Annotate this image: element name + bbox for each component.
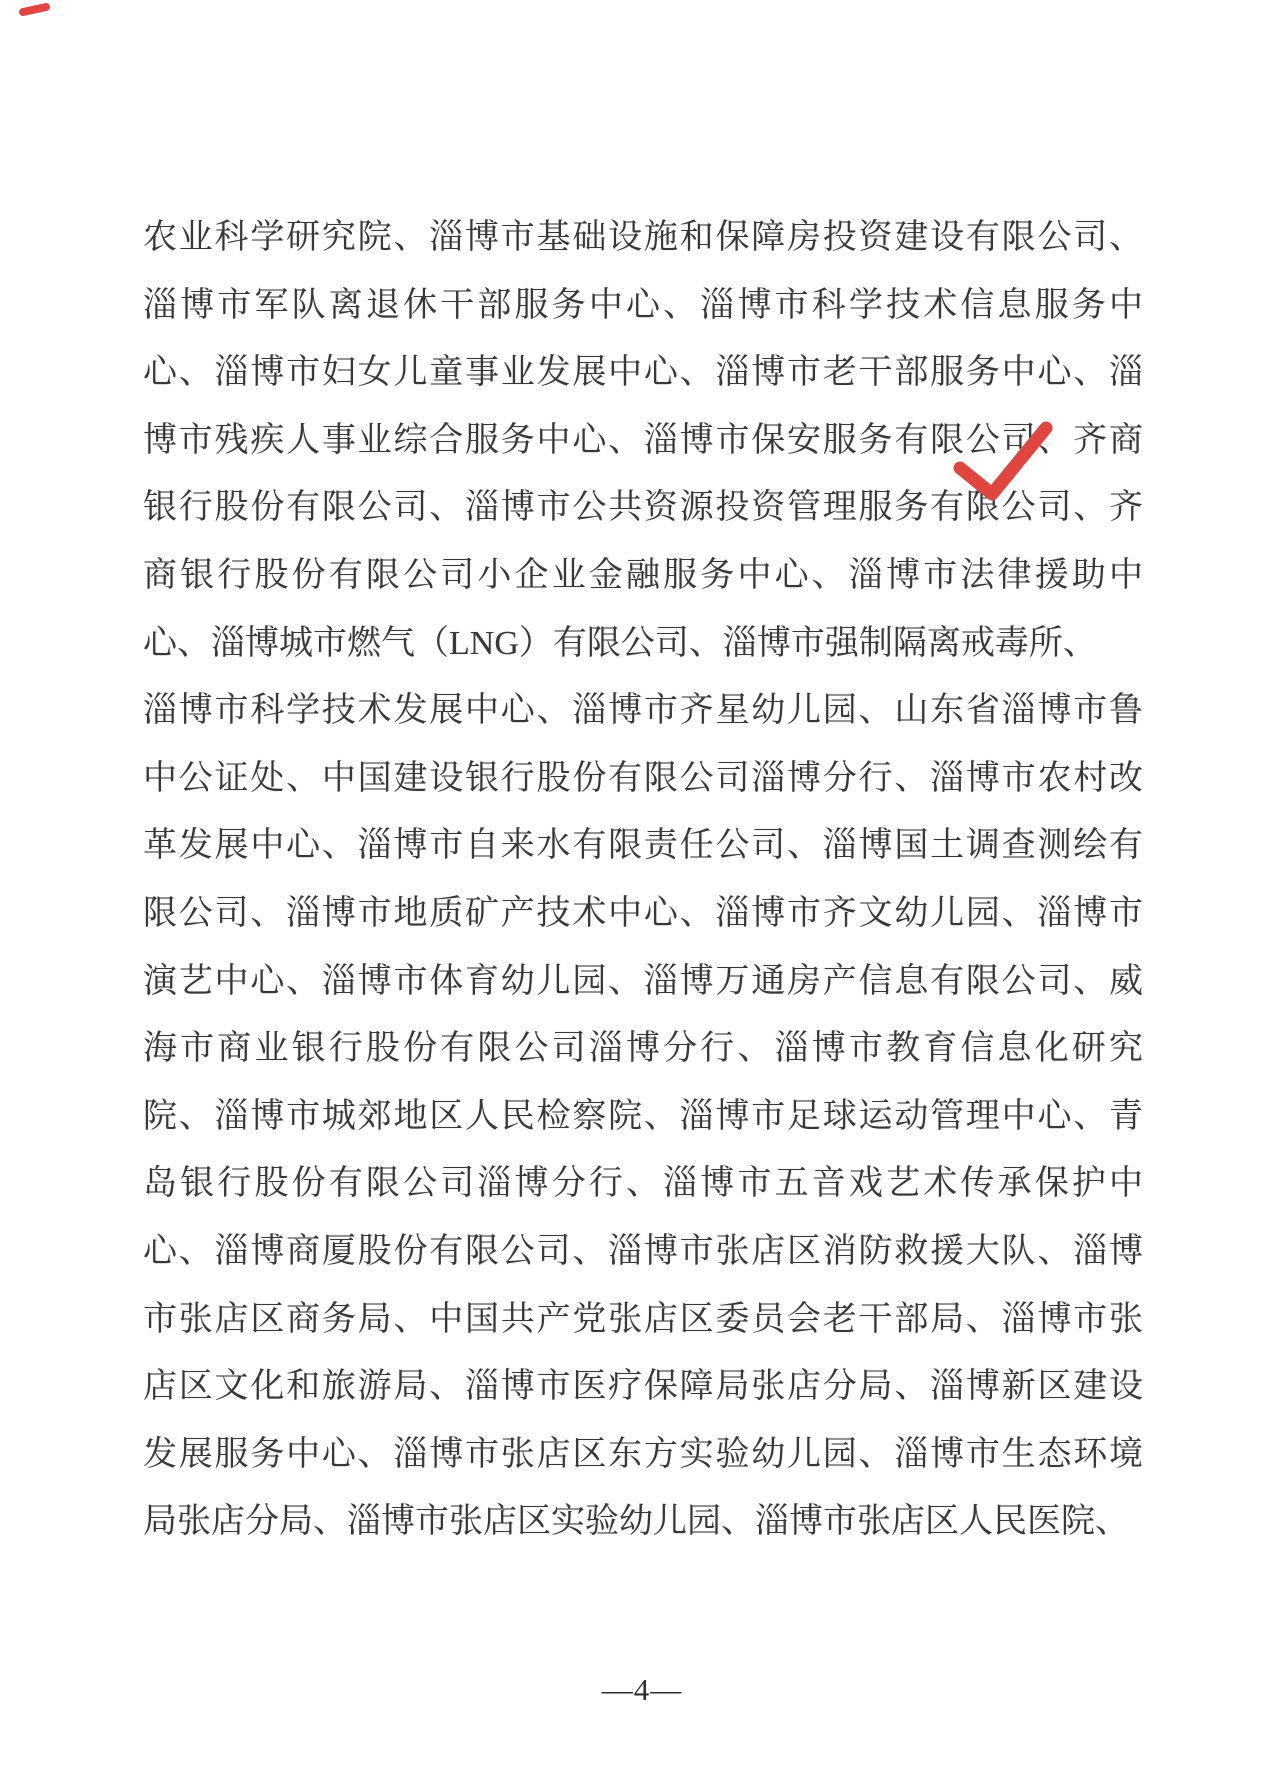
text-line: 岛银行股份有限公司淄博分行、淄博市五音戏艺术传承保护中 xyxy=(143,1165,1143,1203)
text-line: 心、淄博城市燃气（LNG）有限公司、淄博市强制隔离戒毒所、 xyxy=(143,624,1097,662)
text-line: 限公司、淄博市地质矿产技术中心、淄博市齐文幼儿园、淄博市 xyxy=(143,894,1143,932)
text-line: 院、淄博市城郊地区人民检察院、淄博市足球运动管理中心、青 xyxy=(143,1097,1143,1135)
text-line: 农业科学研究院、淄博市基础设施和保障房投资建设有限公司、 xyxy=(143,219,1143,256)
corner-red-mark-stroke xyxy=(23,7,46,12)
body-text xyxy=(143,204,1143,1556)
page-number: —4— xyxy=(601,1672,683,1707)
text-line: 革发展中心、淄博市自来水有限责任公司、淄博国土调查测绘有 xyxy=(143,827,1143,865)
red-checkmark-icon xyxy=(946,416,1058,508)
text-line: 店区文化和旅游局、淄博市医疗保障局张店分局、淄博新区建设 xyxy=(143,1368,1143,1406)
text-line: 局张店分局、淄博市张店区实验幼儿园、淄博市张店区人民医院、 xyxy=(143,1503,1129,1541)
text-line: 演艺中心、淄博市体育幼儿园、淄博万通房产信息有限公司、威 xyxy=(143,962,1143,1000)
text-line: 商银行股份有限公司小企业金融服务中心、淄博市法律援助中 xyxy=(143,556,1143,594)
text-line: 市张店区商务局、中国共产党张店区委员会老干部局、淄博市张 xyxy=(143,1300,1143,1338)
text-line: 银行股份有限公司、淄博市公共资源投资管理服务有限公司、齐 xyxy=(143,489,1143,527)
text-line: 博市残疾人事业综合服务中心、淄博市保安服务有限公司、齐商 xyxy=(143,421,1143,459)
text-line: 心、淄博商厦股份有限公司、淄博市张店区消防救援大队、淄博 xyxy=(143,1232,1143,1270)
red-checkmark-stroke xyxy=(960,428,1046,494)
text-line: 心、淄博市妇女儿童事业发展中心、淄博市老干部服务中心、淄 xyxy=(143,354,1143,392)
text-line: 中公证处、中国建设银行股份有限公司淄博分行、淄博市农村改 xyxy=(143,759,1143,797)
text-line: 发展服务中心、淄博市张店区东方实验幼儿园、淄博市生态环境 xyxy=(143,1435,1143,1473)
text-line: 淄博市科学技术发展中心、淄博市齐星幼儿园、山东省淄博市鲁 xyxy=(143,692,1143,730)
text-line: 淄博市军队离退休干部服务中心、淄博市科学技术信息服务中 xyxy=(143,286,1143,324)
corner-red-mark-icon xyxy=(18,0,54,20)
text-line: 海市商业银行股份有限公司淄博分行、淄博市教育信息化研究 xyxy=(143,1030,1143,1068)
